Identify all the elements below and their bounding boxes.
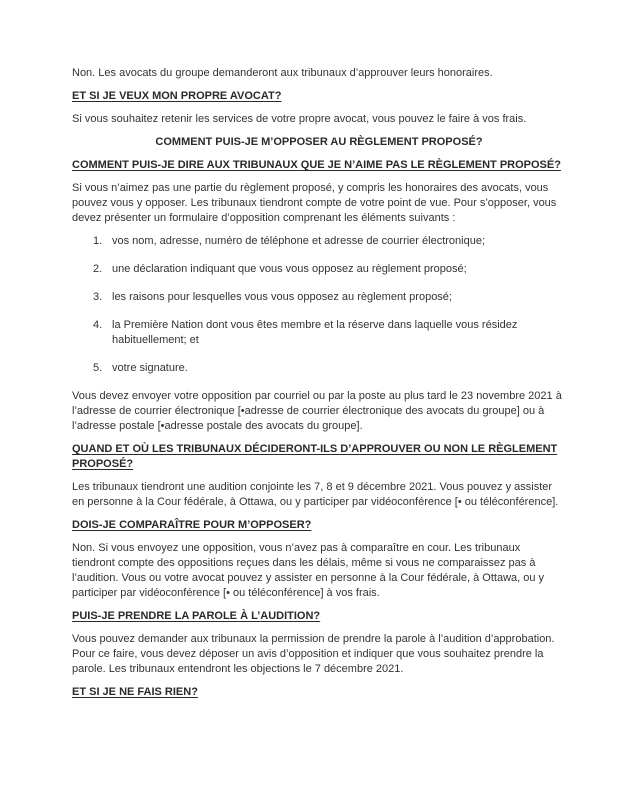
objection-requirements-list (72, 234, 566, 376)
list-item-text: les raisons pour lesquelles vous vous opposez au règlement proposé; (112, 291, 452, 303)
paragraph-fees-answer: Non. Les avocats du groupe demanderont aux tribunaux d’approuver leurs honoraires. (72, 67, 493, 79)
paragraph-object-intro: Si vous n’aimez pas une partie du règlement proposé, y compris les honoraires des avocats, vous pouvez vous y opposer. Les tribunaux tiendront compte de votre point de vue. Pour s’opposer, vous devez présenter un formulaire d’opposition comprenant les éléments suivants : (72, 182, 557, 224)
list-item-number: 5. (93, 362, 103, 374)
paragraph-must-appear: Non. Si vous envoyez une opposition, vous n’avez pas à comparaître en cour. Les tribunaux tiendront compte des oppositions reçues dans les délais, même si vous ne comparaissez pas à l’audition. Vous ou votre avocat pouvez y assister en personne à la Cour fédérale, à Ottawa, ou y participer par vidéoconférence [• ou téléconférence] à vos frais. (72, 542, 545, 599)
list-item-number: 1. (93, 235, 103, 247)
heading-must-appear: DOIS-JE COMPARAÎTRE POUR M’OPPOSER? (72, 519, 312, 531)
paragraph-own-lawyer: Si vous souhaitez retenir les services de votre propre avocat, vous pouvez le faire à vos frais. (72, 113, 527, 125)
heading-when-where-decision: QUAND ET OÙ LES TRIBUNAUX DÉCIDERONT-ILS D’APPROUVER OU NON LE RÈGLEMENT PROPOSÉ? (72, 443, 558, 470)
list-item (72, 262, 566, 277)
list-item (72, 361, 566, 376)
list-item-number: 4. (93, 319, 103, 331)
list-item-text: une déclaration indiquant que vous vous opposez au règlement proposé; (112, 263, 467, 275)
heading-tell-courts: COMMENT PUIS-JE DIRE AUX TRIBUNAUX QUE JE N’AIME PAS LE RÈGLEMENT PROPOSÉ? (72, 159, 561, 171)
heading-speak-at-hearing: PUIS-JE PRENDRE LA PAROLE À L’AUDITION? (72, 610, 321, 622)
heading-own-lawyer: ET SI JE VEUX MON PROPRE AVOCAT? (72, 90, 282, 102)
list-item-number: 2. (93, 263, 103, 275)
paragraph-send-objection: Vous devez envoyer votre opposition par courriel ou par la poste au plus tard le 23 novembre 2021 à l’adresse de courrier électronique [•adresse de courrier électronique des avocats du groupe] ou à l’adresse postale [•adresse postale des avocats du groupe]. (72, 390, 562, 432)
section-heading-how-to-object: COMMENT PUIS-JE M’OPPOSER AU RÈGLEMENT PROPOSÉ? (155, 136, 483, 148)
paragraph-hearing-dates: Les tribunaux tiendront une audition conjointe les 7, 8 et 9 décembre 2021. Vous pouvez y assister en personne à la Cour fédérale, à Ottawa, ou y participer par vidéoconférence [• ou téléconférence]. (72, 481, 559, 508)
list-item-text: vos nom, adresse, numéro de téléphone et adresse de courrier électronique; (112, 235, 485, 247)
list-item (72, 318, 566, 348)
list-item (72, 234, 566, 249)
list-item-number: 3. (93, 291, 103, 303)
list-item (72, 290, 566, 305)
heading-do-nothing: ET SI JE NE FAIS RIEN? (72, 686, 198, 698)
paragraph-speak-at-hearing: Vous pouvez demander aux tribunaux la permission de prendre la parole à l’audition d’approbation. Pour ce faire, vous devez déposer un avis d’opposition et indiquer que vous souhaitez prendre la parole. Les tribunaux entendront les objections le 7 décembre 2021. (72, 633, 555, 675)
list-item-text: votre signature. (112, 362, 188, 374)
list-item-text: la Première Nation dont vous êtes membre et la réserve dans laquelle vous résidez habituellement; et (112, 319, 518, 346)
